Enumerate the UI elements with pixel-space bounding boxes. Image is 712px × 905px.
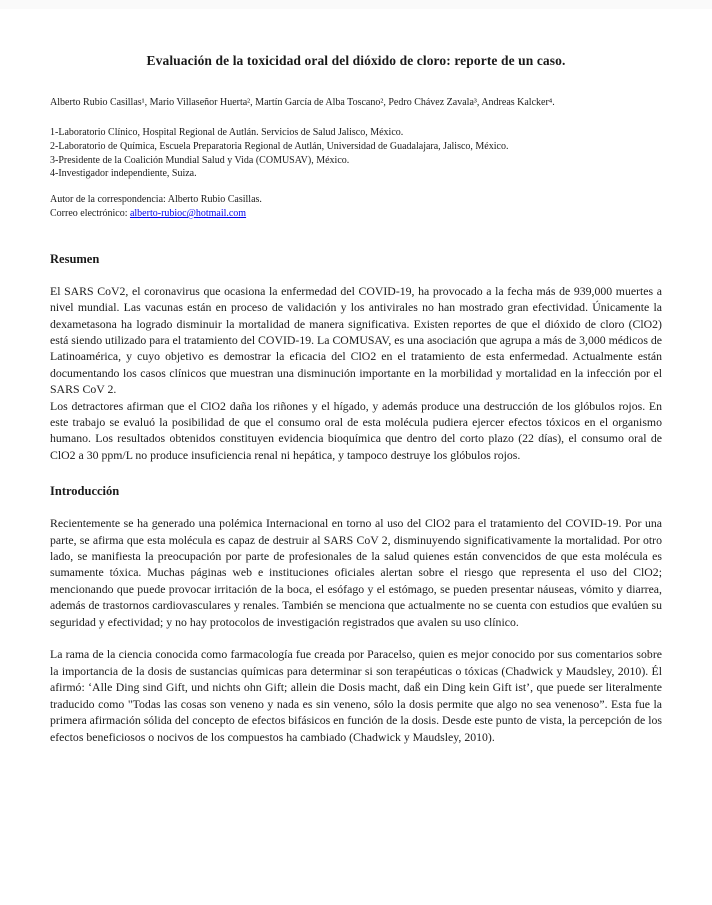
email-label: Correo electrónico: [50,207,130,219]
correspondence-block [50,193,662,221]
affiliation-item-1: 1-Laboratorio Clínico, Hospital Regional de Autlán. Servicios de Salud Jalisco, México. [50,127,404,138]
resumen-paragraph-2: Los detractores afirman que el ClO2 daña los riñones y el hígado, y además produce una destrucción de los glóbulos rojos. En este trabajo se evaluó la posibilidad de que el consumo oral de esta molécula pudiera ejercer efectos tóxicos en el organismo humano. Los resultados obtenidos constituyen evidencia bioquímica que dentro del corto plazo (22 días), el consumo oral de ClO2 a 30 ppm/L no produce insuficiencia renal ni hepática, y tampoco destruye los glóbulos rojos. [50,398,662,462]
email-link[interactable]: alberto-rubioc@hotmail.com [129,207,247,219]
correspondence-email-line [50,207,662,221]
resumen-paragraph-1: El SARS CoV2, el coronavirus que ocasiona la enfermedad del COVID-19, ha provocado a la fecha más de 939,000 muertes a nivel mundial. Las vacunas están en proceso de validación y los antivirales no han mostrado gran efectividad. Únicamente la dexametasona ha logrado disminuir la mortalidad de manera significativa. Existen reportes de que el dióxido de cloro (ClO2) está siendo utilizado para el tratamiento del COVID-19. La COMUSAV, es una asociación que agrupa a más de 3,000 médicos de Latinoamérica, y cuyo objetivo es demostrar la eficacia del ClO2 en el tratamiento de esta enfermedad. Actualmente están documentando los casos clínicos que muestran una disminución importante en la morbilidad y mortalidad en la infección por el SARS CoV 2. [50,283,662,397]
paper-title: Evaluación de la toxicidad oral del dióxido de cloro: reporte de un caso. [146,53,566,68]
affiliations-block [50,126,662,181]
page-top-edge [0,0,712,9]
affiliation-item-4: 4-Investigador independiente, Suiza. [50,168,197,180]
affiliation-item-2: 2-Laboratorio de Química, Escuela Preparatoria Regional de Autlán, Universidad de Guadalajara, Jalisco, México. [50,140,509,152]
introduccion-paragraph-1: Recientemente se ha generado una polémica Internacional en torno al uso del ClO2 para el tratamiento del COVID-19. Por una parte, se afirma que esta molécula es capaz de destruir al SARS CoV 2, disminuyendo significativamente la mortalidad. Por otro lado, se manifiesta la preocupación por parte de profesionales de la salud quienes están convencidos de que esta molécula es sumamente tóxica. Muchas páginas web e instituciones oficiales alertan sobre el riesgo que representa el uso del ClO2; mencionando que puede provocar irritación de la boca, el esófago y el estómago, se pueden presentar náuseas, vómito y diarrea, además de trastornos cardiovasculares y renales. También se menciona que actualmente no se cuenta con estudios que evalúen su seguridad y efectividad; y no hay protocolos de investigación registrados que avalen su uso clínico. [50,516,662,629]
authors-line: Alberto Rubio Casillas¹, Mario Villaseñor Huerta², Martín García de Alba Toscano², Pedro Chávez Zavala³, Andreas Kalcker⁴. [50,97,555,108]
section-heading-resumen: Resumen [50,251,100,266]
correspondence-author-line: Autor de la correspondencia: Alberto Rubio Casillas. [50,194,262,206]
introduccion-paragraph-2: La rama de la ciencia conocida como farmacología fue creada por Paracelso, quien es mejor conocido por sus comentarios sobre la importancia de la dosis de sustancias químicas para determinar si son terapéuticas o tóxicas (Chadwick y Maudsley, 2010). Él afirmó: ‘Alle Ding sind Gift, und nichts ohn Gift; allein die Dosis macht, daß ein Ding kein Gift ist’, que puede ser literalmente traducido como "Todas las cosas son veneno y nada es sin veneno, sólo la dosis permite que algo no sea venenoso”. Esta fue la primera afirmación sólida del concepto de efectos bifásicos en función de la dosis. Desde este punto de vista, la percepción de los efectos beneficiosos o nocivos de los compuestos ha cambiado (Chadwick y Maudsley, 2010). [50,647,662,744]
affiliation-item-3: 3-Presidente de la Coalición Mundial Salud y Vida (COMUSAV), México. [50,154,350,166]
section-heading-introduccion: Introducción [50,484,120,499]
